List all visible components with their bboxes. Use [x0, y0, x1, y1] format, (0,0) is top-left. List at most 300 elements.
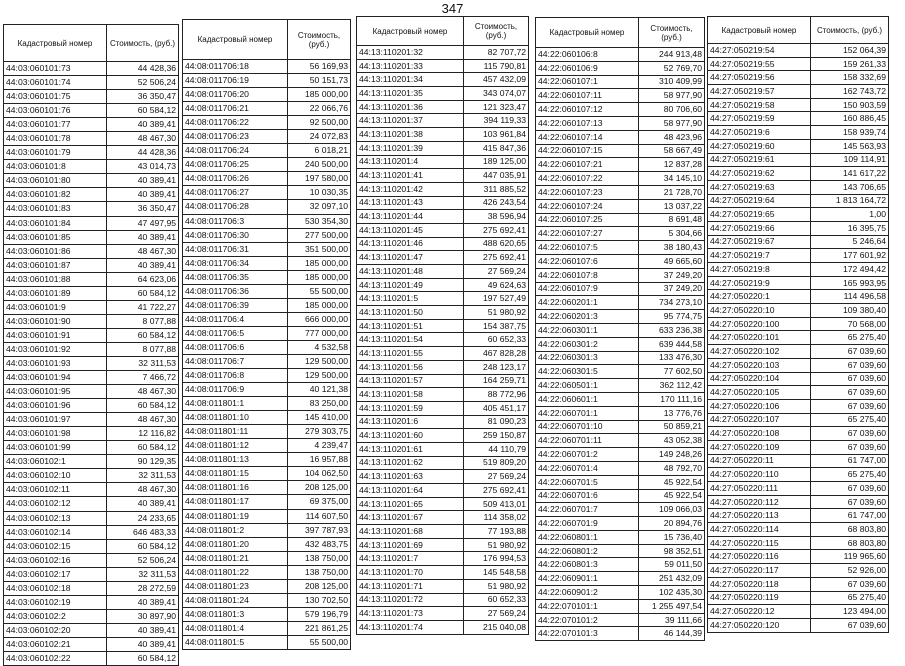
cadastral-number-cell: 44:03:060101:83: [4, 202, 107, 216]
cost-cell: 40 389,41: [107, 623, 179, 637]
table-row: [357, 401, 529, 415]
header-cost: Стоимость, (руб.): [464, 17, 529, 46]
table-row: [708, 331, 889, 345]
table-row: [357, 59, 529, 73]
cadastral-number-cell: 44:22:070101:3: [536, 627, 639, 641]
cost-cell: 64 623,06: [107, 272, 179, 286]
cadastral-number-cell: 44:22:060107:8: [536, 268, 639, 282]
cost-cell: 83 250,00: [288, 397, 351, 411]
cost-cell: 208 125,00: [288, 481, 351, 495]
cadastral-number-cell: 44:08:011706:34: [183, 256, 288, 270]
cadastral-number-cell: 44:27:050220:120: [708, 618, 811, 632]
cost-cell: 16 957,88: [288, 453, 351, 467]
cost-cell: 351 500,00: [288, 242, 351, 256]
cadastral-number-cell: 44:22:060107:1: [536, 75, 639, 89]
table-row: [357, 46, 529, 60]
table-row: [4, 483, 179, 497]
cost-cell: 185 000,00: [288, 88, 351, 102]
cost-cell: 60 584,12: [107, 104, 179, 118]
cost-cell: 172 494,42: [811, 263, 889, 277]
cost-cell: 49 665,60: [639, 254, 705, 268]
cadastral-number-cell: 44:22:060801:2: [536, 544, 639, 558]
cost-cell: 67 039,60: [811, 399, 889, 413]
table-row: [183, 369, 351, 383]
table-row: [708, 126, 889, 140]
cadastral-number-cell: 44:27:050220:104: [708, 372, 811, 386]
cost-cell: 40 389,41: [107, 637, 179, 651]
cadastral-number-cell: 44:08:011706:3: [183, 214, 288, 228]
table-row: [708, 509, 889, 523]
table-row: [708, 208, 889, 222]
cadastral-number-cell: 44:03:060102:1: [4, 455, 107, 469]
table-row: [183, 256, 351, 270]
table-row: [357, 456, 529, 470]
table-row: [4, 244, 179, 258]
cost-cell: 77 193,88: [464, 525, 529, 539]
table-row: [357, 114, 529, 128]
table-row: [183, 270, 351, 284]
cost-cell: 158 332,69: [811, 71, 889, 85]
cadastral-number-cell: 44:27:050220:11: [708, 454, 811, 468]
cost-cell: 52 506,24: [107, 553, 179, 567]
table-row: [183, 593, 351, 607]
table-row: [357, 278, 529, 292]
cadastral-number-cell: 44:27:050220:10: [708, 304, 811, 318]
cost-cell: 102 435,30: [639, 586, 705, 600]
cadastral-number-cell: 44:03:060101:79: [4, 146, 107, 160]
cost-cell: 45 922,54: [639, 489, 705, 503]
cost-cell: 67 039,60: [811, 618, 889, 632]
cadastral-number-cell: 44:13:110201:68: [357, 525, 464, 539]
cadastral-number-cell: 44:13:110201:41: [357, 169, 464, 183]
table-row: [183, 298, 351, 312]
cost-cell: 13 776,76: [639, 406, 705, 420]
cadastral-number-cell: 44:13:110201:6: [357, 415, 464, 429]
cadastral-number-cell: 44:22:060701:7: [536, 503, 639, 517]
table-row: [4, 441, 179, 455]
cadastral-number-cell: 44:08:011706:27: [183, 186, 288, 200]
cadastral-number-cell: 44:03:060102:15: [4, 539, 107, 553]
cadastral-number-cell: 44:22:060107:23: [536, 185, 639, 199]
cost-cell: 639 444,58: [639, 337, 705, 351]
cost-cell: 141 617,22: [811, 167, 889, 181]
cost-cell: 7 466,72: [107, 371, 179, 385]
cadastral-number-cell: 44:13:110201:58: [357, 388, 464, 402]
cadastral-number-cell: 44:13:110201:36: [357, 100, 464, 114]
table-row: [708, 112, 889, 126]
cost-cell: 58 977,90: [639, 116, 705, 130]
cadastral-number-cell: 44:08:011706:30: [183, 228, 288, 242]
cost-cell: 244 913,48: [639, 48, 705, 62]
cadastral-number-cell: 44:22:060701:11: [536, 434, 639, 448]
cost-cell: 5 304,66: [639, 227, 705, 241]
cost-cell: 275 692,41: [464, 251, 529, 265]
table-row: [4, 174, 179, 188]
table-row: [183, 312, 351, 326]
cadastral-number-cell: 44:22:060107:24: [536, 199, 639, 213]
table-row: [183, 523, 351, 537]
cadastral-number-cell: 44:22:060301:5: [536, 365, 639, 379]
cost-cell: 415 847,36: [464, 141, 529, 155]
cadastral-number-cell: 44:03:060102:22: [4, 651, 107, 665]
cadastral-number-cell: 44:03:060101:9: [4, 300, 107, 314]
cadastral-number-cell: 44:13:110201:48: [357, 265, 464, 279]
cost-cell: 221 861,25: [288, 621, 351, 635]
cost-cell: 37 249,20: [639, 268, 705, 282]
cost-cell: 488 620,65: [464, 237, 529, 251]
cost-cell: 48 467,30: [107, 413, 179, 427]
cadastral-number-cell: 44:27:050220:103: [708, 358, 811, 372]
table-row: [183, 130, 351, 144]
cadastral-number-cell: 44:03:060101:75: [4, 90, 107, 104]
cadastral-number-cell: 44:08:011801:4: [183, 621, 288, 635]
cost-cell: 48 467,30: [107, 385, 179, 399]
table-row: [4, 427, 179, 441]
cadastral-table-1: [3, 24, 179, 666]
cadastral-number-cell: 44:22:060701:1: [536, 406, 639, 420]
cost-cell: 13 037,22: [639, 199, 705, 213]
table-row: [4, 300, 179, 314]
table-row: [183, 509, 351, 523]
cadastral-number-cell: 44:22:060501:1: [536, 379, 639, 393]
cost-cell: 40 389,41: [107, 497, 179, 511]
cost-cell: 48 467,30: [107, 244, 179, 258]
cadastral-number-cell: 44:27:050219:55: [708, 57, 811, 71]
table-row: [536, 323, 705, 337]
table-row: [4, 651, 179, 665]
table-row: [183, 88, 351, 102]
cost-cell: 40 389,41: [107, 595, 179, 609]
cost-cell: 579 196,79: [288, 607, 351, 621]
cost-cell: 40 389,41: [107, 258, 179, 272]
table-row: [183, 74, 351, 88]
cost-cell: 39 111,66: [639, 613, 705, 627]
cadastral-number-cell: 44:22:060107:11: [536, 89, 639, 103]
cadastral-number-cell: 44:22:060106:8: [536, 48, 639, 62]
cost-cell: 45 922,54: [639, 475, 705, 489]
cost-cell: 34 145,10: [639, 172, 705, 186]
table-row: [183, 102, 351, 116]
table-row: [4, 230, 179, 244]
table-row: [357, 196, 529, 210]
table-row: [4, 202, 179, 216]
table-row: [357, 100, 529, 114]
table-row: [183, 453, 351, 467]
table-row: [357, 429, 529, 443]
cadastral-number-cell: 44:13:110201:57: [357, 374, 464, 388]
cost-cell: 1,00: [811, 208, 889, 222]
table-row: [4, 272, 179, 286]
cadastral-number-cell: 44:27:050220:100: [708, 317, 811, 331]
cost-cell: 129 500,00: [288, 354, 351, 368]
table-row: [357, 442, 529, 456]
table-row: [536, 241, 705, 255]
cadastral-table-2: [182, 19, 351, 650]
table-row: [708, 221, 889, 235]
cost-cell: 277 500,00: [288, 228, 351, 242]
cost-cell: 58 667,49: [639, 144, 705, 158]
cadastral-number-cell: 44:03:060101:91: [4, 328, 107, 342]
cadastral-number-cell: 44:03:060102:18: [4, 581, 107, 595]
table-row: [4, 104, 179, 118]
table-row: [708, 345, 889, 359]
cost-cell: 65 275,40: [811, 413, 889, 427]
cadastral-number-cell: 44:08:011801:15: [183, 467, 288, 481]
table-row: [536, 89, 705, 103]
cadastral-number-cell: 44:08:011801:24: [183, 593, 288, 607]
cadastral-number-cell: 44:03:060101:88: [4, 272, 107, 286]
cost-cell: 633 236,38: [639, 323, 705, 337]
table-row: [4, 371, 179, 385]
cadastral-number-cell: 44:13:110201:45: [357, 223, 464, 237]
cadastral-number-cell: 44:22:070101:1: [536, 599, 639, 613]
cadastral-number-cell: 44:27:050219:8: [708, 263, 811, 277]
table-row: [357, 566, 529, 580]
cost-cell: 103 961,84: [464, 128, 529, 142]
cadastral-number-cell: 44:27:050219:67: [708, 235, 811, 249]
cost-cell: 509 413,01: [464, 497, 529, 511]
cost-cell: 98 352,51: [639, 544, 705, 558]
cadastral-table-3: [356, 16, 529, 635]
table-row: [536, 268, 705, 282]
table-row: [183, 481, 351, 495]
cost-cell: 41 722,27: [107, 300, 179, 314]
table-row: [4, 356, 179, 370]
cadastral-number-cell: 44:03:060101:98: [4, 427, 107, 441]
cost-cell: 60 584,12: [107, 539, 179, 553]
table-row: [708, 194, 889, 208]
cost-cell: 52 769,70: [639, 61, 705, 75]
cost-cell: 138 750,00: [288, 551, 351, 565]
cost-cell: 109 380,40: [811, 304, 889, 318]
cadastral-number-cell: 44:13:110201:47: [357, 251, 464, 265]
cadastral-number-cell: 44:13:110201:46: [357, 237, 464, 251]
cadastral-number-cell: 44:08:011801:22: [183, 565, 288, 579]
table-row: [708, 139, 889, 153]
table-row: [183, 116, 351, 130]
cadastral-number-cell: 44:27:050219:56: [708, 71, 811, 85]
cost-cell: 43 014,73: [107, 160, 179, 174]
cost-cell: 58 977,90: [639, 89, 705, 103]
cadastral-number-cell: 44:22:060701:2: [536, 448, 639, 462]
cadastral-number-cell: 44:22:060301:2: [536, 337, 639, 351]
cost-cell: 24 072,83: [288, 130, 351, 144]
cost-cell: 177 601,92: [811, 249, 889, 263]
table-row: [708, 564, 889, 578]
table-header-row: [708, 17, 889, 44]
cost-cell: 185 000,00: [288, 270, 351, 284]
cadastral-number-cell: 44:08:011706:39: [183, 298, 288, 312]
table-row: [4, 258, 179, 272]
cost-cell: 20 894,76: [639, 517, 705, 531]
table-row: [536, 158, 705, 172]
cost-cell: 67 039,60: [811, 495, 889, 509]
table-row: [536, 227, 705, 241]
cost-cell: 32 311,53: [107, 469, 179, 483]
cost-cell: 50 859,21: [639, 420, 705, 434]
cadastral-number-cell: 44:22:060901:2: [536, 586, 639, 600]
cost-cell: 67 039,60: [811, 345, 889, 359]
cost-cell: 114 496,58: [811, 290, 889, 304]
cost-cell: 1 255 497,54: [639, 599, 705, 613]
header-cadastral-number: Кадастровый номер: [183, 20, 288, 60]
cadastral-number-cell: 44:08:011706:8: [183, 369, 288, 383]
header-cost: Стоимость, (руб.): [288, 20, 351, 60]
cost-cell: 150 903,59: [811, 98, 889, 112]
cadastral-number-cell: 44:08:011706:24: [183, 144, 288, 158]
cadastral-number-cell: 44:13:110201:59: [357, 401, 464, 415]
table-row: [357, 223, 529, 237]
table-row: [4, 567, 179, 581]
cadastral-number-cell: 44:08:011706:21: [183, 102, 288, 116]
cost-cell: 123 494,00: [811, 605, 889, 619]
cadastral-number-cell: 44:03:060102:12: [4, 497, 107, 511]
cadastral-number-cell: 44:27:050219:9: [708, 276, 811, 290]
table-row: [183, 383, 351, 397]
table-row: [183, 537, 351, 551]
cadastral-number-cell: 44:08:011706:25: [183, 158, 288, 172]
cost-cell: 38 180,43: [639, 241, 705, 255]
table-row: [536, 406, 705, 420]
cost-cell: 40 389,41: [107, 188, 179, 202]
cadastral-number-cell: 44:13:110201:39: [357, 141, 464, 155]
cost-cell: 121 323,47: [464, 100, 529, 114]
cost-cell: 109 114,91: [811, 153, 889, 167]
header-cost: Стоимость, (руб.): [811, 17, 889, 44]
cost-cell: 397 787,93: [288, 523, 351, 537]
cadastral-number-cell: 44:08:011801:3: [183, 607, 288, 621]
header-cost: Стоимость, (руб.): [639, 18, 705, 48]
header-cadastral-number: Кадастровый номер: [708, 17, 811, 44]
cost-cell: 55 500,00: [288, 635, 351, 649]
cadastral-number-cell: 44:08:011801:2: [183, 523, 288, 537]
cadastral-number-cell: 44:03:060101:80: [4, 174, 107, 188]
cadastral-number-cell: 44:13:110201:56: [357, 360, 464, 374]
cadastral-number-cell: 44:03:060102:11: [4, 483, 107, 497]
cost-cell: 240 500,00: [288, 158, 351, 172]
table-row: [4, 76, 179, 90]
cost-cell: 88 772,96: [464, 388, 529, 402]
cost-cell: 95 774,75: [639, 310, 705, 324]
table-row: [357, 87, 529, 101]
cadastral-number-cell: 44:08:011706:31: [183, 242, 288, 256]
table-row: [4, 385, 179, 399]
cost-cell: 51 980,92: [464, 538, 529, 552]
cadastral-number-cell: 44:13:110201:60: [357, 429, 464, 443]
table-row: [536, 544, 705, 558]
table-row: [536, 172, 705, 186]
cost-cell: 734 273,10: [639, 296, 705, 310]
table-row: [4, 90, 179, 104]
cost-cell: 32 311,53: [107, 356, 179, 370]
cadastral-number-cell: 44:13:110201:7: [357, 552, 464, 566]
cadastral-number-cell: 44:08:011801:19: [183, 509, 288, 523]
cadastral-number-cell: 44:08:011706:5: [183, 326, 288, 340]
cost-cell: 197 580,00: [288, 172, 351, 186]
table-row: [4, 146, 179, 160]
table-row: [708, 44, 889, 58]
cost-cell: 519 809,20: [464, 456, 529, 470]
cadastral-number-cell: 44:03:060101:86: [4, 244, 107, 258]
cadastral-number-cell: 44:13:110201:50: [357, 306, 464, 320]
cadastral-table-5: [707, 16, 889, 633]
table-row: [183, 214, 351, 228]
cost-cell: 119 965,60: [811, 550, 889, 564]
table-row: [536, 351, 705, 365]
cadastral-number-cell: 44:03:060101:77: [4, 118, 107, 132]
cadastral-number-cell: 44:08:011706:28: [183, 200, 288, 214]
table-row: [357, 511, 529, 525]
cadastral-number-cell: 44:27:050219:62: [708, 167, 811, 181]
table-row: [183, 467, 351, 481]
table-row: [4, 160, 179, 174]
table-row: [183, 60, 351, 74]
table-row: [536, 213, 705, 227]
cost-cell: 60 652,33: [464, 593, 529, 607]
table-row: [357, 484, 529, 498]
cost-cell: 10 030,35: [288, 186, 351, 200]
table-row: [183, 284, 351, 298]
cost-cell: 48 467,30: [107, 132, 179, 146]
table-row: [536, 392, 705, 406]
header-cost: Стоимость, (руб.): [107, 25, 179, 62]
table-row: [4, 188, 179, 202]
cadastral-number-cell: 44:08:011801:1: [183, 397, 288, 411]
cost-cell: 52 506,24: [107, 76, 179, 90]
table-row: [536, 282, 705, 296]
cadastral-number-cell: 44:27:050220:105: [708, 386, 811, 400]
table-row: [708, 249, 889, 263]
cost-cell: 44 428,36: [107, 62, 179, 76]
cost-cell: 43 052,38: [639, 434, 705, 448]
cost-cell: 133 476,30: [639, 351, 705, 365]
cost-cell: 67 039,60: [811, 372, 889, 386]
table-row: [536, 48, 705, 62]
cadastral-number-cell: 44:27:050219:54: [708, 44, 811, 58]
table-row: [708, 482, 889, 496]
cadastral-number-cell: 44:22:060107:6: [536, 254, 639, 268]
cadastral-number-cell: 44:27:050219:59: [708, 112, 811, 126]
table-row: [183, 397, 351, 411]
cost-cell: 38 596,94: [464, 210, 529, 224]
cadastral-number-cell: 44:27:050220:113: [708, 509, 811, 523]
cadastral-number-cell: 44:03:060102:10: [4, 469, 107, 483]
cost-cell: 46 144,39: [639, 627, 705, 641]
cadastral-number-cell: 44:13:110201:64: [357, 484, 464, 498]
cost-cell: 67 039,60: [811, 482, 889, 496]
table-row: [708, 57, 889, 71]
cost-cell: 40 389,41: [107, 174, 179, 188]
cadastral-number-cell: 44:22:060107:21: [536, 158, 639, 172]
cadastral-number-cell: 44:03:060101:73: [4, 62, 107, 76]
cadastral-number-cell: 44:13:110201:32: [357, 46, 464, 60]
table-row: [357, 593, 529, 607]
cost-cell: 68 803,80: [811, 523, 889, 537]
cadastral-number-cell: 44:22:060601:1: [536, 392, 639, 406]
cost-cell: 67 039,60: [811, 386, 889, 400]
table-row: [357, 319, 529, 333]
table-row: [536, 613, 705, 627]
cost-cell: 16 395,75: [811, 221, 889, 235]
cost-cell: 22 066,76: [288, 102, 351, 116]
cost-cell: 208 125,00: [288, 579, 351, 593]
cadastral-number-cell: 44:08:011706:35: [183, 270, 288, 284]
cost-cell: 40 389,41: [107, 118, 179, 132]
cost-cell: 28 272,59: [107, 581, 179, 595]
table-row: [536, 130, 705, 144]
cadastral-number-cell: 44:27:050220:119: [708, 591, 811, 605]
cost-cell: 275 692,41: [464, 223, 529, 237]
